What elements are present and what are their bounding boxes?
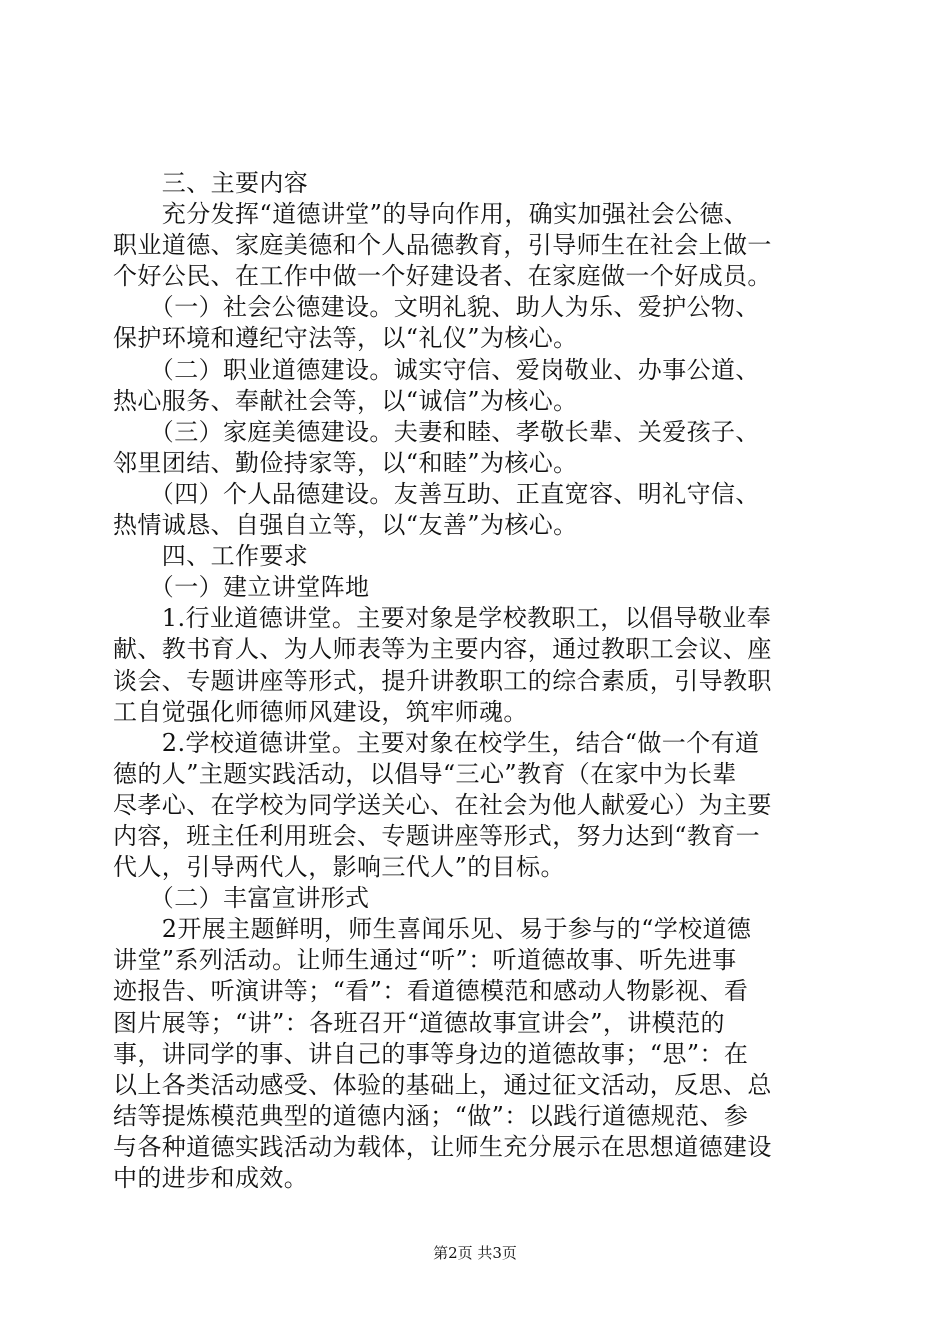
paragraph-line: 邻里团结、勤俭持家等，以“和睦”为核心。 [113, 448, 578, 477]
paragraph-line: 与各种道德实践活动为载体，让师生充分展示在思想道德建设 [113, 1132, 772, 1161]
paragraph-line: 谈会、专题讲座等形式，提升讲教职工的综合素质，引导教职 [113, 666, 772, 695]
paragraph-line: 保护环境和遵纪守法等，以“礼仪”为核心。 [113, 324, 578, 353]
paragraph-line: 结等提炼模范典型的道德内涵；“做”：以践行道德规范、参 [113, 1101, 749, 1130]
paragraph-line: 代人，引导两代人，影响三代人”的目标。 [113, 853, 565, 882]
paragraph-line: 热心服务、奉献社会等，以“诚信”为核心。 [113, 386, 578, 415]
paragraph-line: 中的进步和成效。 [113, 1164, 309, 1192]
paragraph-line: 讲堂”系列活动。让师生通过“听”：听道德故事、听先进事 [113, 946, 737, 975]
section-heading: 三、主要内容 [113, 169, 309, 197]
paragraph-line: 事，讲同学的事、讲自己的事等身边的道德故事；“思”：在 [113, 1039, 749, 1068]
paragraph-line: 以上各类活动感受、体验的基础上，通过征文活动，反思、总 [113, 1070, 772, 1099]
document-body [113, 168, 839, 1194]
paragraph-line: 献、教书育人、为人师表等为主要内容，通过教职工会议、座 [113, 635, 772, 664]
paragraph-line: 尽孝心、在学校为同学送关心、在社会为他人献爱心）为主要 [113, 790, 772, 819]
paragraph-line: 2开展主题鲜明，师生喜闻乐见、易于参与的“学校道德 [113, 915, 752, 944]
section-heading: 四、工作要求 [113, 542, 309, 571]
paragraph-line: 德的人”主题实践活动，以倡导“三心”教育（在家中为长辈 [113, 759, 737, 788]
paragraph-line: 1.行业道德讲堂。主要对象是学校教职工，以倡导敬业奉 [113, 604, 772, 633]
paragraph-line: （二）职业道德建设。诚实守信、爱岗敬业、办事公道、 [113, 355, 760, 384]
paragraph-line: （三）家庭美德建设。夫妻和睦、孝敬长辈、关爱孩子、 [113, 417, 760, 446]
paragraph-line: 内容，班主任利用班会、专题讲座等形式，努力达到“教育一 [113, 821, 761, 850]
page-footer [0, 1243, 950, 1263]
subsection-heading: （一）建立讲堂阵地 [113, 573, 370, 602]
paragraph-line: 图片展等；“讲”：各班召开“道德故事宣讲会”，讲模范的 [113, 1008, 725, 1037]
page-number: 第2页 共3页 [433, 1244, 517, 1262]
paragraph-line: 迹报告、听演讲等；“看”：看道德模范和感动人物影视、看 [113, 977, 749, 1006]
paragraph-line: （一）社会公德建设。文明礼貌、助人为乐、爱护公物、 [113, 293, 760, 322]
subsection-heading: （二）丰富宣讲形式 [113, 884, 370, 913]
paragraph-line: 热情诚恳、自强自立等，以“友善”为核心。 [113, 511, 578, 540]
paragraph-line: 2.学校道德讲堂。主要对象在校学生，结合“做一个有道 [113, 728, 760, 757]
paragraph-line: （四）个人品德建设。友善互助、正直宽容、明礼守信、 [113, 479, 760, 508]
paragraph-line: 充分发挥“道德讲堂”的导向作用，确实加强社会公德、 [113, 200, 749, 229]
paragraph-line: 职业道德、家庭美德和个人品德教育，引导师生在社会上做一 [113, 231, 772, 260]
paragraph-line: 工自觉强化师德师风建设，筑牢师魂。 [113, 697, 528, 726]
paragraph-line: 个好公民、在工作中做一个好建设者、在家庭做一个好成员。 [113, 262, 772, 291]
